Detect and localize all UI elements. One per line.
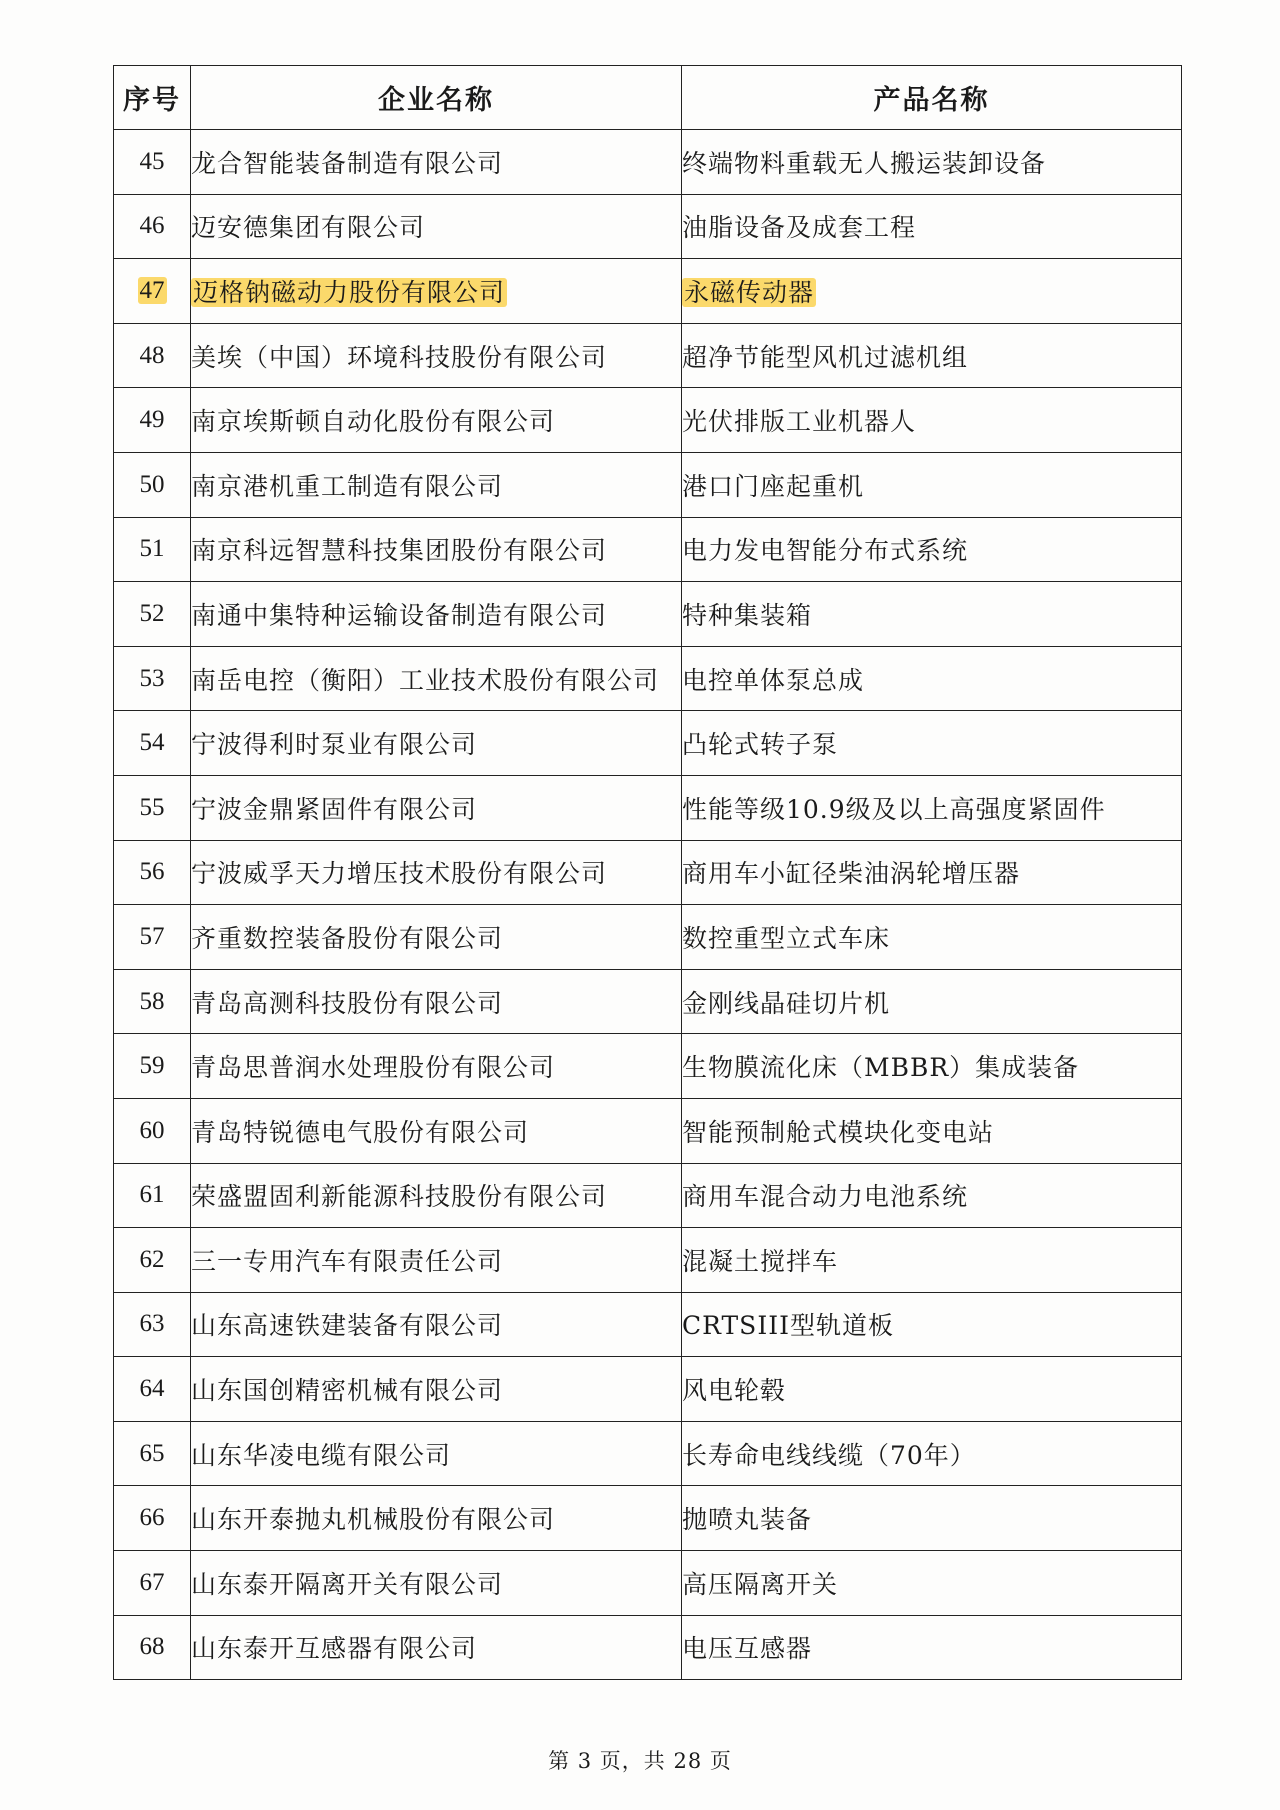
- company-name-cell: [191, 582, 682, 647]
- row-number-cell: [114, 1615, 191, 1680]
- header-product: 产品名称: [682, 66, 1182, 130]
- product-name: 电控单体泵总成: [682, 665, 865, 695]
- company-name: 龙合智能装备制造有限公司: [191, 148, 504, 178]
- company-name-cell: [191, 711, 682, 776]
- table-row: [114, 969, 1182, 1034]
- row-number: 55: [139, 793, 165, 821]
- table-row: [114, 646, 1182, 711]
- row-number: 60: [139, 1116, 165, 1144]
- product-name: 生物膜流化床（MBBR）集成装备: [682, 1053, 1080, 1083]
- product-name-cell: [682, 1228, 1182, 1293]
- product-name-cell: [682, 194, 1182, 259]
- row-number: 59: [139, 1052, 165, 1080]
- row-number: 61: [139, 1181, 165, 1209]
- row-number-cell: [114, 259, 191, 324]
- row-number-cell: [114, 130, 191, 195]
- page-number: 第 3 页，共 28 页: [548, 1749, 732, 1773]
- row-number-cell: [114, 388, 191, 453]
- row-number: 53: [139, 664, 165, 692]
- table-row: [114, 711, 1182, 776]
- company-name: 宁波金鼎紧固件有限公司: [191, 794, 478, 824]
- row-number-cell: [114, 775, 191, 840]
- company-name: 三一专用汽车有限责任公司: [191, 1246, 504, 1276]
- row-number: 45: [139, 147, 165, 175]
- table-row: [114, 1034, 1182, 1099]
- product-name-cell: [682, 452, 1182, 517]
- company-name: 齐重数控装备股份有限公司: [191, 923, 504, 953]
- row-number: 63: [139, 1310, 165, 1338]
- company-name-cell: [191, 517, 682, 582]
- product-name: 终端物料重载无人搬运装卸设备: [682, 148, 1047, 178]
- row-number: 64: [139, 1375, 165, 1403]
- row-number-cell: [114, 1421, 191, 1486]
- row-number-cell: [114, 1098, 191, 1163]
- product-name: 油脂设备及成套工程: [682, 213, 917, 243]
- table-row: [114, 1551, 1182, 1616]
- row-number: 46: [139, 212, 165, 240]
- row-number: 56: [139, 858, 165, 886]
- header-no: 序号: [114, 66, 191, 130]
- company-name-cell: [191, 194, 682, 259]
- table-row: [114, 582, 1182, 647]
- company-name-cell: [191, 1357, 682, 1422]
- company-name: 南通中集特种运输设备制造有限公司: [191, 600, 608, 630]
- company-name: 迈格钠磁动力股份有限公司: [193, 277, 506, 307]
- product-name: 性能等级10.9级及以上高强度紧固件: [682, 794, 1106, 824]
- product-name-cell: [682, 1292, 1182, 1357]
- product-name: 电压互感器: [682, 1634, 813, 1664]
- company-name-cell: [191, 1034, 682, 1099]
- company-name-cell: [191, 1551, 682, 1616]
- product-name-cell: [682, 1421, 1182, 1486]
- product-name-cell: [682, 1615, 1182, 1680]
- company-name-cell: [191, 1098, 682, 1163]
- table-row: [114, 259, 1182, 324]
- row-number-cell: [114, 905, 191, 970]
- product-name-cell: [682, 582, 1182, 647]
- company-name-cell: [191, 1615, 682, 1680]
- product-name: 抛喷丸装备: [682, 1505, 813, 1535]
- product-name-cell: [682, 711, 1182, 776]
- product-name: 风电轮毂: [682, 1376, 787, 1406]
- product-name: 商用车小缸径柴油涡轮增压器: [682, 859, 1021, 889]
- product-name-cell: [682, 1098, 1182, 1163]
- table-row: [114, 1357, 1182, 1422]
- company-name-cell: [191, 1421, 682, 1486]
- row-number-cell: [114, 1486, 191, 1551]
- table-row: [114, 388, 1182, 453]
- table-row: [114, 452, 1182, 517]
- row-number: 54: [139, 729, 165, 757]
- row-number: 65: [139, 1439, 165, 1467]
- row-number: 52: [139, 599, 165, 627]
- row-number: 66: [139, 1504, 165, 1532]
- product-name-cell: [682, 388, 1182, 453]
- company-name: 宁波得利时泵业有限公司: [191, 730, 478, 760]
- table-row: [114, 130, 1182, 195]
- product-name-cell: [682, 1551, 1182, 1616]
- table-body: [114, 130, 1182, 1680]
- product-name-cell: [682, 1357, 1182, 1422]
- row-number: 51: [139, 535, 165, 563]
- company-name: 迈安德集团有限公司: [191, 213, 426, 243]
- table-row: [114, 1486, 1182, 1551]
- row-number-cell: [114, 452, 191, 517]
- product-name: CRTSIII型轨道板: [682, 1311, 894, 1341]
- company-name: 山东高速铁建装备有限公司: [191, 1311, 504, 1341]
- product-name-cell: [682, 517, 1182, 582]
- product-name-cell: [682, 905, 1182, 970]
- product-name: 特种集装箱: [682, 600, 813, 630]
- table-row: [114, 905, 1182, 970]
- product-name: 混凝土搅拌车: [682, 1246, 839, 1276]
- row-number: 68: [139, 1633, 165, 1661]
- table-row: [114, 840, 1182, 905]
- product-name-cell: [682, 840, 1182, 905]
- row-number-cell: [114, 582, 191, 647]
- product-name-cell: [682, 775, 1182, 840]
- header-company: 企业名称: [191, 66, 682, 130]
- row-number-cell: [114, 646, 191, 711]
- product-name: 超净节能型风机过滤机组: [682, 342, 969, 372]
- company-name-cell: [191, 840, 682, 905]
- company-name: 山东华凌电缆有限公司: [191, 1440, 452, 1470]
- table-row: [114, 517, 1182, 582]
- company-name-cell: [191, 969, 682, 1034]
- product-name-cell: [682, 1163, 1182, 1228]
- company-name: 青岛特锐德电气股份有限公司: [191, 1117, 530, 1147]
- company-name-cell: [191, 775, 682, 840]
- product-name-cell: [682, 130, 1182, 195]
- row-number-cell: [114, 969, 191, 1034]
- company-name-cell: [191, 130, 682, 195]
- product-name: 港口门座起重机: [682, 471, 865, 501]
- table-row: [114, 194, 1182, 259]
- row-number-cell: [114, 1228, 191, 1293]
- company-name-cell: [191, 259, 682, 324]
- company-name-cell: [191, 646, 682, 711]
- company-name-cell: [191, 323, 682, 388]
- table-header-row: [114, 66, 1182, 130]
- company-name-cell: [191, 452, 682, 517]
- row-number: 67: [139, 1568, 165, 1596]
- product-name: 数控重型立式车床: [682, 923, 891, 953]
- company-name: 山东泰开隔离开关有限公司: [191, 1569, 504, 1599]
- row-number-cell: [114, 1292, 191, 1357]
- product-name-cell: [682, 969, 1182, 1034]
- company-name: 美埃（中国）环境科技股份有限公司: [191, 342, 608, 372]
- product-name: 商用车混合动力电池系统: [682, 1182, 969, 1212]
- company-name: 南京科远智慧科技集团股份有限公司: [191, 536, 608, 566]
- row-number-cell: [114, 194, 191, 259]
- row-number-cell: [114, 517, 191, 582]
- company-name-cell: [191, 1486, 682, 1551]
- row-number-cell: [114, 1163, 191, 1228]
- row-number: 62: [139, 1245, 165, 1273]
- product-name: 凸轮式转子泵: [682, 730, 839, 760]
- table-row: [114, 1098, 1182, 1163]
- row-number: 58: [139, 987, 165, 1015]
- product-name: 金刚线晶硅切片机: [682, 988, 891, 1018]
- row-number-cell: [114, 840, 191, 905]
- company-name: 南京埃斯顿自动化股份有限公司: [191, 407, 556, 437]
- table-row: [114, 1292, 1182, 1357]
- product-name: 光伏排版工业机器人: [682, 407, 917, 437]
- company-name: 青岛思普润水处理股份有限公司: [191, 1053, 556, 1083]
- table-row: [114, 1163, 1182, 1228]
- product-name-cell: [682, 259, 1182, 324]
- company-name: 山东国创精密机械有限公司: [191, 1376, 504, 1406]
- enterprise-product-table: [113, 65, 1182, 1680]
- product-name: 高压隔离开关: [682, 1569, 839, 1599]
- product-name: 电力发电智能分布式系统: [682, 536, 969, 566]
- company-name: 青岛高测科技股份有限公司: [191, 988, 504, 1018]
- company-name-cell: [191, 388, 682, 453]
- table-row: [114, 1615, 1182, 1680]
- product-name: 智能预制舱式模块化变电站: [682, 1117, 995, 1147]
- product-name: 永磁传动器: [684, 277, 815, 307]
- product-name-cell: [682, 323, 1182, 388]
- row-number-cell: [114, 711, 191, 776]
- product-name-cell: [682, 646, 1182, 711]
- table-row: [114, 1228, 1182, 1293]
- table-row: [114, 323, 1182, 388]
- row-number: 49: [139, 406, 165, 434]
- row-number: 57: [139, 922, 165, 950]
- company-name-cell: [191, 1292, 682, 1357]
- company-name-cell: [191, 1228, 682, 1293]
- product-name-cell: [682, 1034, 1182, 1099]
- table-row: [114, 1421, 1182, 1486]
- company-name: 荣盛盟固利新能源科技股份有限公司: [191, 1182, 608, 1212]
- table-row: [114, 775, 1182, 840]
- company-name: 南京港机重工制造有限公司: [191, 471, 504, 501]
- company-name: 山东泰开互感器有限公司: [191, 1634, 478, 1664]
- company-name-cell: [191, 1163, 682, 1228]
- row-number-cell: [114, 1551, 191, 1616]
- company-name: 山东开泰抛丸机械股份有限公司: [191, 1505, 556, 1535]
- row-number-cell: [114, 323, 191, 388]
- row-number-cell: [114, 1034, 191, 1099]
- row-number: 48: [139, 341, 165, 369]
- company-name-cell: [191, 905, 682, 970]
- company-name: 宁波威孚天力增压技术股份有限公司: [191, 859, 608, 889]
- row-number-cell: [114, 1357, 191, 1422]
- product-name: 长寿命电线线缆（70年）: [682, 1440, 976, 1470]
- company-name: 南岳电控（衡阳）工业技术股份有限公司: [191, 665, 660, 695]
- row-number: 47: [139, 276, 165, 304]
- product-name-cell: [682, 1486, 1182, 1551]
- row-number: 50: [139, 470, 165, 498]
